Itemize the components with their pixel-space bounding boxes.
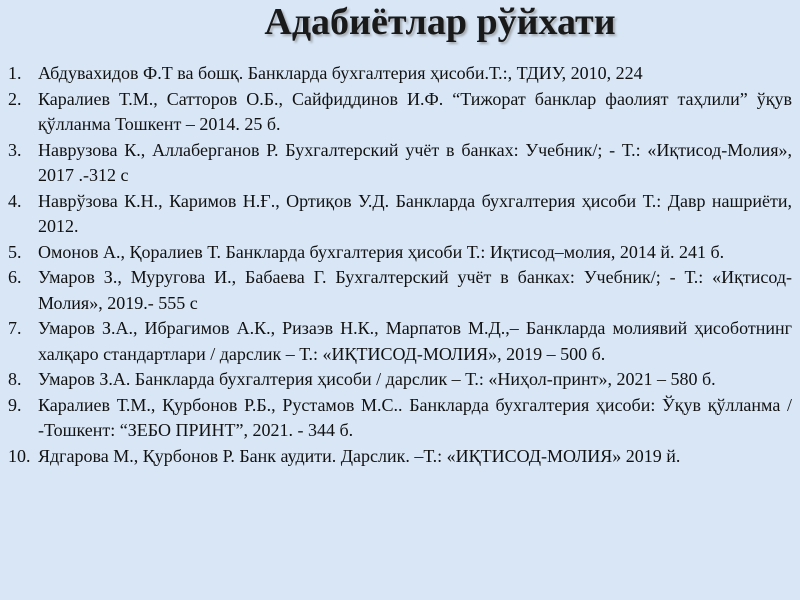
page-title: Адабиётлар рўйхати [264,1,616,43]
item-number: 3. [8,139,22,160]
list-item [8,61,792,87]
item-text: Каралиев Т.М., Сатторов О.Б., Сайфиддинов И.Ф. “Тижорат банклар фаолият таҳлили” ўқув қўлланма Тошкент – 2014. 25 б. [38,88,792,134]
item-number: 2. [8,88,22,109]
reference-list [8,61,792,469]
list-item [8,265,792,316]
item-text: Наврўзова К.Н., Каримов Н.Ғ., Ортиқов У.Д. Банкларда бухгалтерия ҳисоби Т.: Давр нашриёти, 2012. [38,190,792,236]
item-text: Ядгарова М., Қурбонов Р. Банк аудити. Дарслик. –Т.: «ИҚТИСОД-МОЛИЯ» 2019 й. [38,445,681,466]
item-number: 7. [8,318,22,338]
list-item [8,240,792,266]
item-text: Абдувахидов Ф.Т ва бошқ. Банкларда бухгалтерия ҳисоби.Т.:, ТДИУ, 2010, 224 [38,63,643,83]
item-number: 4. [8,190,22,211]
item-number: 8. [8,369,22,389]
item-text: Каралиев Т.М., Қурбонов Р.Б., Рустамов М.С.. Банкларда бухгалтерия ҳисоби: Ўқув қўлланма / -Тошкент: “ЗЕБО ПРИНТ”, 2021. - 344 б. [38,394,792,440]
list-item [8,444,792,470]
list-item [8,189,792,240]
item-text: Умаров З.А. Банкларда бухгалтерия ҳисоби / дарслик – Т.: «Ниҳол-принт», 2021 – 580 б. [38,369,716,389]
item-number: 1. [8,63,22,83]
list-item [8,316,792,367]
item-number: 10. [8,445,31,466]
list-item [8,138,792,189]
item-text: Умаров З., Муругова И., Бабаева Г. Бухгалтерский учёт в банках: Учебник/; - Т.: «Иқтисод-Молия», 2019.- 555 с [38,267,792,313]
list-item [8,367,792,393]
list-item [8,87,792,138]
item-number: 6. [8,267,22,287]
item-number: 9. [8,394,22,415]
list-item [8,393,792,444]
item-text: Умаров З.А., Ибрагимов А.К., Ризаэв Н.К., Марпатов М.Д.,– Банкларда молиявий ҳисоботнинг халқаро стандартлари / дарслик – Т.: «ИҚТИСОД-МОЛИЯ», 2019 – 500 б. [38,318,792,364]
item-text: Омонов А., Қоралиев Т. Банкларда бухгалтерия ҳисоби Т.: Иқтисод–молия, 2014 й. 241 б. [38,241,725,262]
item-text: Наврузова К., Аллаберганов Р. Бухгалтерский учёт в банках: Учебник/; - Т.: «Иқтисод-Молия», 2017 .-312 с [38,139,792,185]
item-number: 5. [8,241,22,262]
